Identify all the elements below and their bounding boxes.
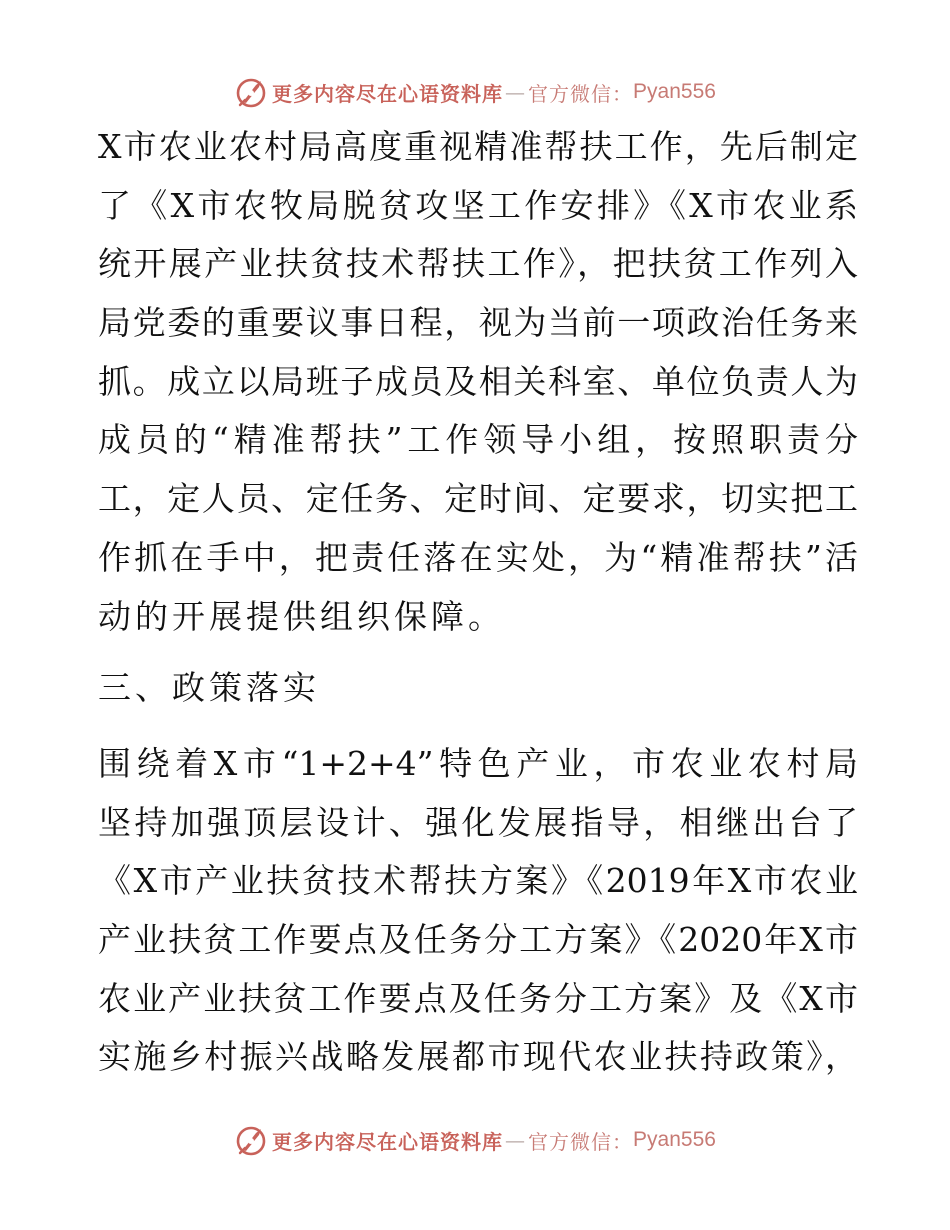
watermark-wechat-id: Pyan556 <box>633 80 716 103</box>
text-line: 局党委的重要议事日程，视为当前一项政治任务来 <box>98 303 858 343</box>
heading-text: 三、政策落实 <box>98 668 320 707</box>
text-line: 坚持加强顶层设计、强化发展指导，相继出台了 <box>98 802 858 842</box>
text-line: 实施乡村振兴战略发展都市现代农业扶持政策》， <box>98 1037 858 1077</box>
text-line: 了《X市农牧局脱贫攻坚工作安排》《X市农业系 <box>98 185 858 225</box>
text-line: 成员的“精准帮扶”工作领导小组，按照职责分 <box>98 420 858 460</box>
text-line: 产业扶贫工作要点及任务分工方案》《2020年X市 <box>98 920 858 960</box>
section-heading <box>98 659 858 718</box>
watermark-footer <box>0 1120 950 1160</box>
quill-pen-icon <box>234 75 268 109</box>
paragraph-policy <box>98 735 858 1087</box>
watermark-brand: 更多内容尽在心语资料库 <box>272 1129 504 1154</box>
paragraph-responsibility <box>98 118 858 646</box>
text-line: 作抓在手中，把责任落在实处，为“精准帮扶”活 <box>98 537 858 577</box>
quill-pen-icon <box>234 1123 268 1157</box>
text-line: 工，定人员、定任务、定时间、定要求，切实把工 <box>98 479 858 519</box>
text-line: 农业产业扶贫工作要点及任务分工方案》及《X市 <box>98 978 858 1018</box>
watermark-brand: 更多内容尽在心语资料库 <box>272 81 504 106</box>
watermark-wechat-id: Pyan556 <box>633 1128 716 1151</box>
text-line: 动的开展提供组织保障。 <box>98 596 505 636</box>
watermark-dash: — <box>505 80 527 104</box>
text-line: 抓。成立以局班子成员及相关科室、单位负责人为 <box>98 361 858 401</box>
watermark-label: 官方微信： <box>528 81 634 106</box>
watermark-header <box>0 72 950 112</box>
text-line: 围绕着X市“1+2+4”特色产业，市农业农村局 <box>98 744 858 783</box>
watermark-label: 官方微信： <box>528 1129 634 1154</box>
text-line: 统开展产业扶贫技术帮扶工作》，把扶贫工作列入 <box>98 244 858 284</box>
text-line: X市农业农村局高度重视精准帮扶工作，先后制定 <box>98 127 858 166</box>
text-line: 《X市产业扶贫技术帮扶方案》《2019年X市农业 <box>98 861 858 901</box>
watermark-dash: — <box>505 1128 527 1152</box>
